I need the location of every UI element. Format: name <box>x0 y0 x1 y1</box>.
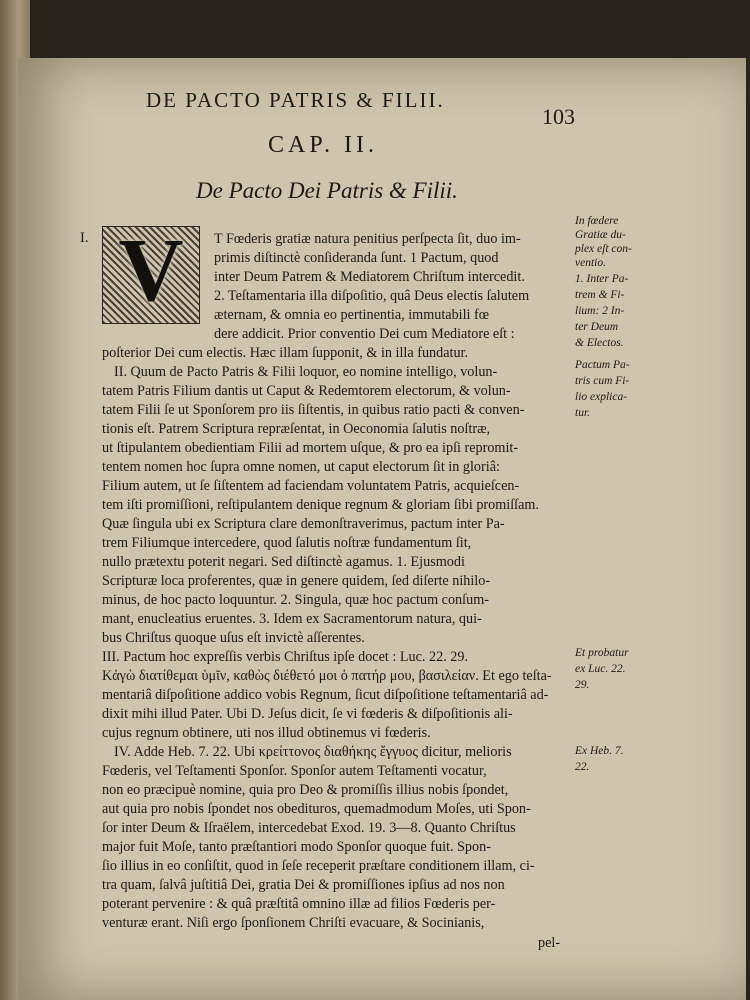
margin-note: tur. <box>575 407 591 419</box>
body-line: ſor inter Deum & Iſraëlem, intercedebat Exod. 19. 3—8. Quanto Chriſtus <box>102 820 516 836</box>
margin-note: ventio. <box>575 257 606 269</box>
margin-note: In fœdere <box>575 215 619 227</box>
catchword: pel- <box>538 935 561 951</box>
margin-note: 22. <box>575 761 590 773</box>
body-line: Scripturæ loca proferentes, quæ in genere quidem, ſed diſerte nihilo- <box>102 573 491 589</box>
body-line: venturæ erant. Niſi ergo ſponſionem Chriſti evacuare, & Socinianis, <box>102 915 485 931</box>
body-line: cujus regnum obtinere, uti nos illud obtinemus vi fœderis. <box>102 725 431 741</box>
body-line: nullo prætextu poterit negari. Sed diſtinctè agamus. 1. Ejusmodi <box>102 554 465 570</box>
body-line: ut ſtipulantem obedientiam Filii ad mortem uſque, & pro ea ipſi repromit- <box>102 440 519 456</box>
body-line: major fuit Moſe, tanto præſtantiori modo Sponſor quoque fuit. Spon- <box>102 839 491 855</box>
body-line: Κἀγὼ διατίθεμαι ὑμῖν, καθὼς διέθετό μοι ὁ πατήρ μου, βασιλείαν. Et ego teſta- <box>102 668 552 684</box>
body-line: Quæ ſingula ubi ex Scriptura clare demonſtraverimus, pactum inter Pa- <box>102 516 505 532</box>
margin-note: Pactum Pa- <box>575 359 630 371</box>
body-line: III. Pactum hoc expreſſis verbis Chriſtus ipſe docet : Luc. 22. 29. <box>102 649 469 665</box>
margin-note: 1. Inter Pa- <box>575 273 629 285</box>
body-line: aut quia pro nobis ſpondet nos obedituros, quemadmodum Moſes, uti Spon- <box>102 801 531 817</box>
body-line: 2. Teſtamentaria illa diſpoſitio, quâ Deus electis ſalutem <box>214 288 530 304</box>
chapter-subtitle: De Pacto Dei Patris & Filii. <box>196 178 458 203</box>
body-line: æternam, & omnia eo pertinentia, immutabili fœ <box>214 307 490 323</box>
body-line: minus, de hoc pacto loquuntur. 2. Singula, quæ hoc pactum conſum- <box>102 592 489 608</box>
body-line: mant, enucleatius eruentes. 3. Idem ex Sacramentorum natura, qui- <box>102 611 482 627</box>
body-line: mentariâ diſpoſitione addico vobis Regnum, ſicut diſpoſitione teſtamentariâ ad- <box>102 687 549 703</box>
body-line: dere addicit. Prior conventio Dei cum Mediatore eſt : <box>214 326 515 342</box>
margin-note: plex eſt con- <box>575 243 632 255</box>
margin-note: Et probatur <box>575 647 629 659</box>
body-line: IV. Adde Heb. 7. 22. Ubi κρείττονος διαθήκης ἔγγυος dicitur, melioris <box>114 744 512 760</box>
margin-note: 29. <box>575 679 590 691</box>
margin-note: Gratiæ du- <box>575 229 626 241</box>
body-line: tentem nomen hoc ſupra omne nomen, ut caput electorum ſit in gloriâ: <box>102 459 500 475</box>
body-line: poterant pervenire : & quâ præſtitâ omnino illæ ad filios Fœderis per- <box>102 896 496 912</box>
body-line: ſio illius in eo conſiſtit, quod in ſeſe receperit præſtare conditionem illam, ci- <box>102 858 535 874</box>
body-line: Filium autem, ut ſe ſiſtentem ad faciendam voluntatem Patris, acquieſcen- <box>102 478 520 494</box>
body-line: tatem Filii ſe ut Sponſorem pro iis ſiſtentis, in quibus ratio pacti & conven- <box>102 402 525 418</box>
body-line: primis diſtinctè conſideranda ſunt. 1 Pactum, quod <box>214 250 499 266</box>
body-line: poſterior Dei cum electis. Hæc illam ſupponit, & in illa fundatur. <box>102 345 469 361</box>
body-line: tionis eſt. Patrem Scriptura repræſentat, in Oeconomia ſalutis noſtræ, <box>102 421 491 437</box>
margin-note: & Electos. <box>575 337 624 349</box>
body-line: II. Quum de Pacto Patris & Filii loquor, eo nomine intelligo, volun- <box>114 364 498 380</box>
body-line: trem Filiumque intercedere, quod ſalutis noſtræ fundamentum ſit, <box>102 535 472 551</box>
margin-note: lio explica- <box>575 391 628 403</box>
body-line: tatem Patris Filium dantis ut Caput & Redemtorem electorum, & volun- <box>102 383 511 399</box>
margin-note: lium: 2 In- <box>575 305 625 317</box>
margin-note: trem & Fi- <box>575 289 625 301</box>
section-number: I. <box>80 230 89 246</box>
chapter-heading: CAP. II. <box>268 132 379 158</box>
ornamental-drop-cap <box>102 221 200 324</box>
page-number: 103 <box>542 104 575 129</box>
margin-note: Ex Heb. 7. <box>575 745 624 757</box>
body-line: T Fœderis gratiæ natura penitius perſpecta ſit, duo im- <box>214 231 521 247</box>
drop-cap-letter: V <box>118 221 184 320</box>
margin-note: ex Luc. 22. <box>575 663 626 675</box>
body-line: tem iſti promiſſioni, reſtipulantem denique regnum & gloriam ſibi promiſſam. <box>102 497 539 513</box>
margin-note: ter Deum <box>575 321 619 333</box>
running-head: DE PACTO PATRIS & FILII. <box>146 88 445 112</box>
margin-note: tris cum Fi- <box>575 375 630 387</box>
body-line: inter Deum Patrem & Mediatorem Chriſtum intercedit. <box>214 269 525 285</box>
body-line: tra quam, ſalvâ juſtitiâ Dei, gratia Dei & promiſſiones ipſius ad nos non <box>102 877 505 893</box>
body-line: non eo præcipuè nomine, quia pro Deo & promiſſis illius nobis ſpondet, <box>102 782 509 798</box>
body-line: Fœderis, vel Teſtamenti Sponſor. Sponſor autem Teſtamenti vocatur, <box>102 763 487 779</box>
book-page <box>18 58 746 1000</box>
body-line: bus Chriſtus quoque uſus eſt invictè aſſerentes. <box>102 630 365 646</box>
body-line: dixit mihi illud Pater. Ubi D. Jeſus dicit, ſe vi fœderis & diſpoſitionis ali- <box>102 706 513 722</box>
